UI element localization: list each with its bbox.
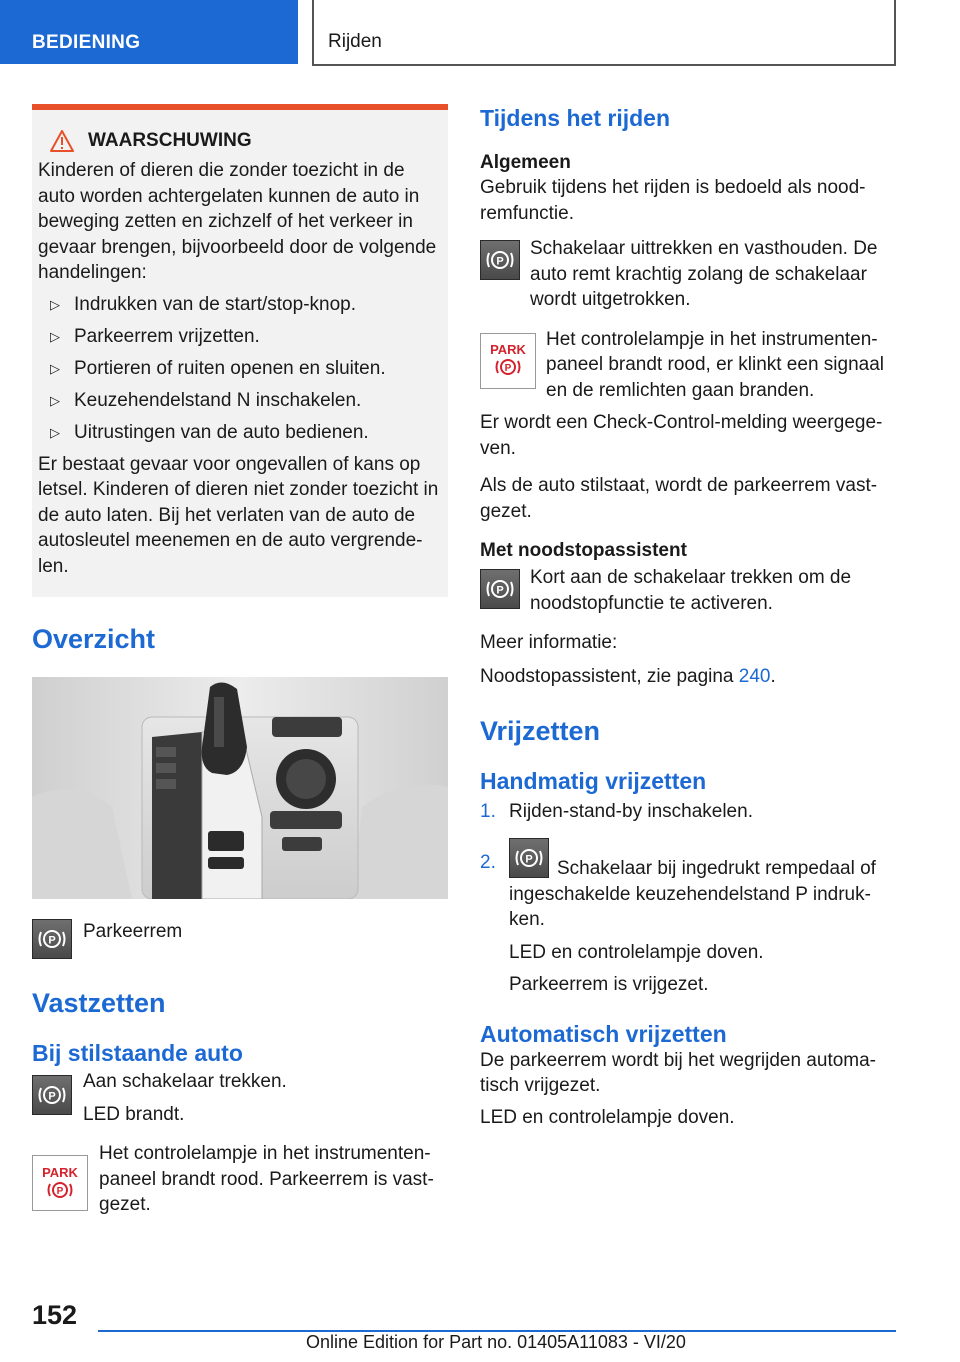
heading-met-noodstopassistent: Met noodstopassistent	[480, 540, 687, 561]
parking-brake-icon	[480, 240, 520, 280]
hold-row	[480, 236, 896, 313]
nood-text: Kort aan de schakelaar trekken om de noodstopfunctie te activeren.	[530, 567, 852, 614]
parking-brake-icon	[509, 838, 549, 878]
list-item: ▷ Keuzehendelstand N inschakelen.	[38, 388, 442, 413]
warning-outro: Er bestaat gevaar voor ongevallen of kans op letsel. Kinderen of dieren niet zonder toezicht in de auto laten. Bij het verlaten van de auto de autosleutel meenemen en de auto vergrende-len.	[38, 453, 439, 577]
list-item	[480, 799, 896, 824]
vastzetten-led-text: LED brandt.	[83, 1103, 185, 1125]
list-item: ▷ Parkeerrem vrijzetten.	[38, 324, 442, 349]
heading-vastzetten: Vastzetten	[32, 988, 166, 1018]
svg-text:P: P	[48, 1090, 56, 1103]
step-note-led: LED en controlelampje doven.	[509, 941, 764, 963]
heading-vrijzetten: Vrijzetten	[480, 716, 601, 746]
svg-text:P: P	[525, 853, 533, 866]
nood-reference: Noodstopassistent, zie pagina 240.	[480, 665, 776, 687]
list-item: ▷ Portieren of ruiten openen en sluiten.	[38, 356, 442, 381]
triangle-bullet-icon: ▷	[50, 360, 60, 376]
heading-bij-stilstaande-auto: Bij stilstaande auto	[32, 1040, 243, 1066]
parking-brake-icon	[32, 1075, 72, 1115]
svg-text:P: P	[48, 934, 56, 947]
warning-list	[38, 292, 442, 445]
triangle-bullet-icon: ▷	[50, 424, 60, 440]
triangle-bullet-icon: ▷	[50, 392, 60, 408]
svg-text:P: P	[496, 255, 504, 268]
step-number: 1.	[480, 801, 496, 822]
vastzetten-action-row	[32, 1069, 448, 1127]
heading-algemeen: Algemeen	[480, 152, 571, 173]
parking-brake-icon	[32, 919, 72, 959]
hold-text-first: Schakelaar uittrekken en vasthouden. De auto remt krachtig zolang de schakelaar wordt uitgetrokken.	[530, 238, 878, 310]
heading-overzicht: Overzicht	[32, 624, 156, 654]
chapter-tab	[312, 0, 896, 66]
right-column	[480, 104, 896, 1130]
svg-text:P: P	[496, 584, 504, 597]
chapter-title: Rijden	[328, 31, 382, 52]
center-console-photo	[32, 677, 448, 899]
auto-note: LED en controlelampje doven.	[480, 1106, 735, 1128]
list-item: ▷ Uitrustingen van de auto bedienen.	[38, 420, 442, 445]
vastzetten-park-text: Het controlelampje in het instrumenten-paneel brandt rood. Parkeerrem is vast-gezet.	[99, 1143, 434, 1215]
vrijzetten-steps	[480, 799, 896, 998]
list-item	[480, 838, 896, 998]
step-note-released: Parkeerrem is vrijgezet.	[509, 974, 709, 995]
check-control-text: Er wordt een Check-Control-melding weergege-ven.	[480, 412, 883, 459]
auto-text: De parkeerrem wordt bij het wegrijden automa-tisch vrijgezet.	[480, 1049, 877, 1096]
vastzetten-park-row	[32, 1141, 448, 1218]
parkeerrem-caption: Parkeerrem	[83, 921, 183, 942]
step-text: Schakelaar bij ingedrukt rempedaal of ingeschakelde keuzehendelstand P indruk-ken.	[509, 858, 876, 930]
step-content	[509, 838, 896, 998]
warning-triangle-icon	[50, 130, 74, 152]
park-warning-lamp-icon: PARK P	[480, 333, 536, 389]
step-number: 2.	[480, 852, 496, 873]
nood-row	[480, 565, 896, 616]
page-number: 152	[32, 1300, 78, 1330]
parking-brake-icon	[480, 569, 520, 609]
standstill-text: Als de auto stilstaat, wordt de parkeerrem vast-gezet.	[480, 475, 878, 522]
step-text: Rijden-stand-by inschakelen.	[509, 801, 753, 822]
park-warning-lamp-icon: PARK P	[32, 1155, 88, 1211]
footer-edition: Online Edition for Part no. 01405A11083 - VI/20	[306, 1332, 686, 1352]
page-link-240[interactable]: 240	[738, 665, 771, 687]
warning-title: WAARSCHUWING	[88, 130, 252, 151]
vastzetten-action-text: Aan schakelaar trekken.	[83, 1071, 287, 1092]
section-tab	[0, 0, 298, 64]
triangle-bullet-icon: ▷	[50, 328, 60, 344]
tijdens-park-row	[480, 327, 896, 404]
left-column	[32, 104, 448, 1218]
warning-box	[32, 104, 448, 597]
warning-header	[50, 130, 442, 152]
more-info-label: Meer informatie:	[480, 632, 618, 653]
vastzetten-action	[83, 1069, 287, 1127]
section-title: BEDIENING	[32, 32, 141, 53]
list-item: ▷ Indrukken van de start/stop-knop.	[38, 292, 442, 317]
heading-automatisch-vrijzetten: Automatisch vrijzetten	[480, 1020, 727, 1047]
triangle-bullet-icon: ▷	[50, 296, 60, 312]
algemeen-text: Gebruik tijdens het rijden is bedoeld als nood-remfunctie.	[480, 177, 866, 224]
svg-text:P: P	[504, 363, 512, 374]
parkeerrem-caption-row	[32, 919, 448, 959]
warning-intro: Kinderen of dieren die zonder toezicht in de auto worden achtergelaten kunnen de auto in beweging zetten en zichzelf of het verkeer in gevaar brengen, bijvoorbeeld door de volgende handelingen:	[38, 160, 437, 283]
tijdens-park-text: Het controlelampje in het instrumenten-paneel brandt rood, er klinkt een signaal en de remlichten gaan branden.	[546, 328, 885, 401]
heading-tijdens-het-rijden: Tijdens het rijden	[480, 105, 670, 131]
heading-handmatig-vrijzetten: Handmatig vrijzetten	[480, 768, 707, 794]
svg-text:P: P	[56, 1185, 64, 1197]
